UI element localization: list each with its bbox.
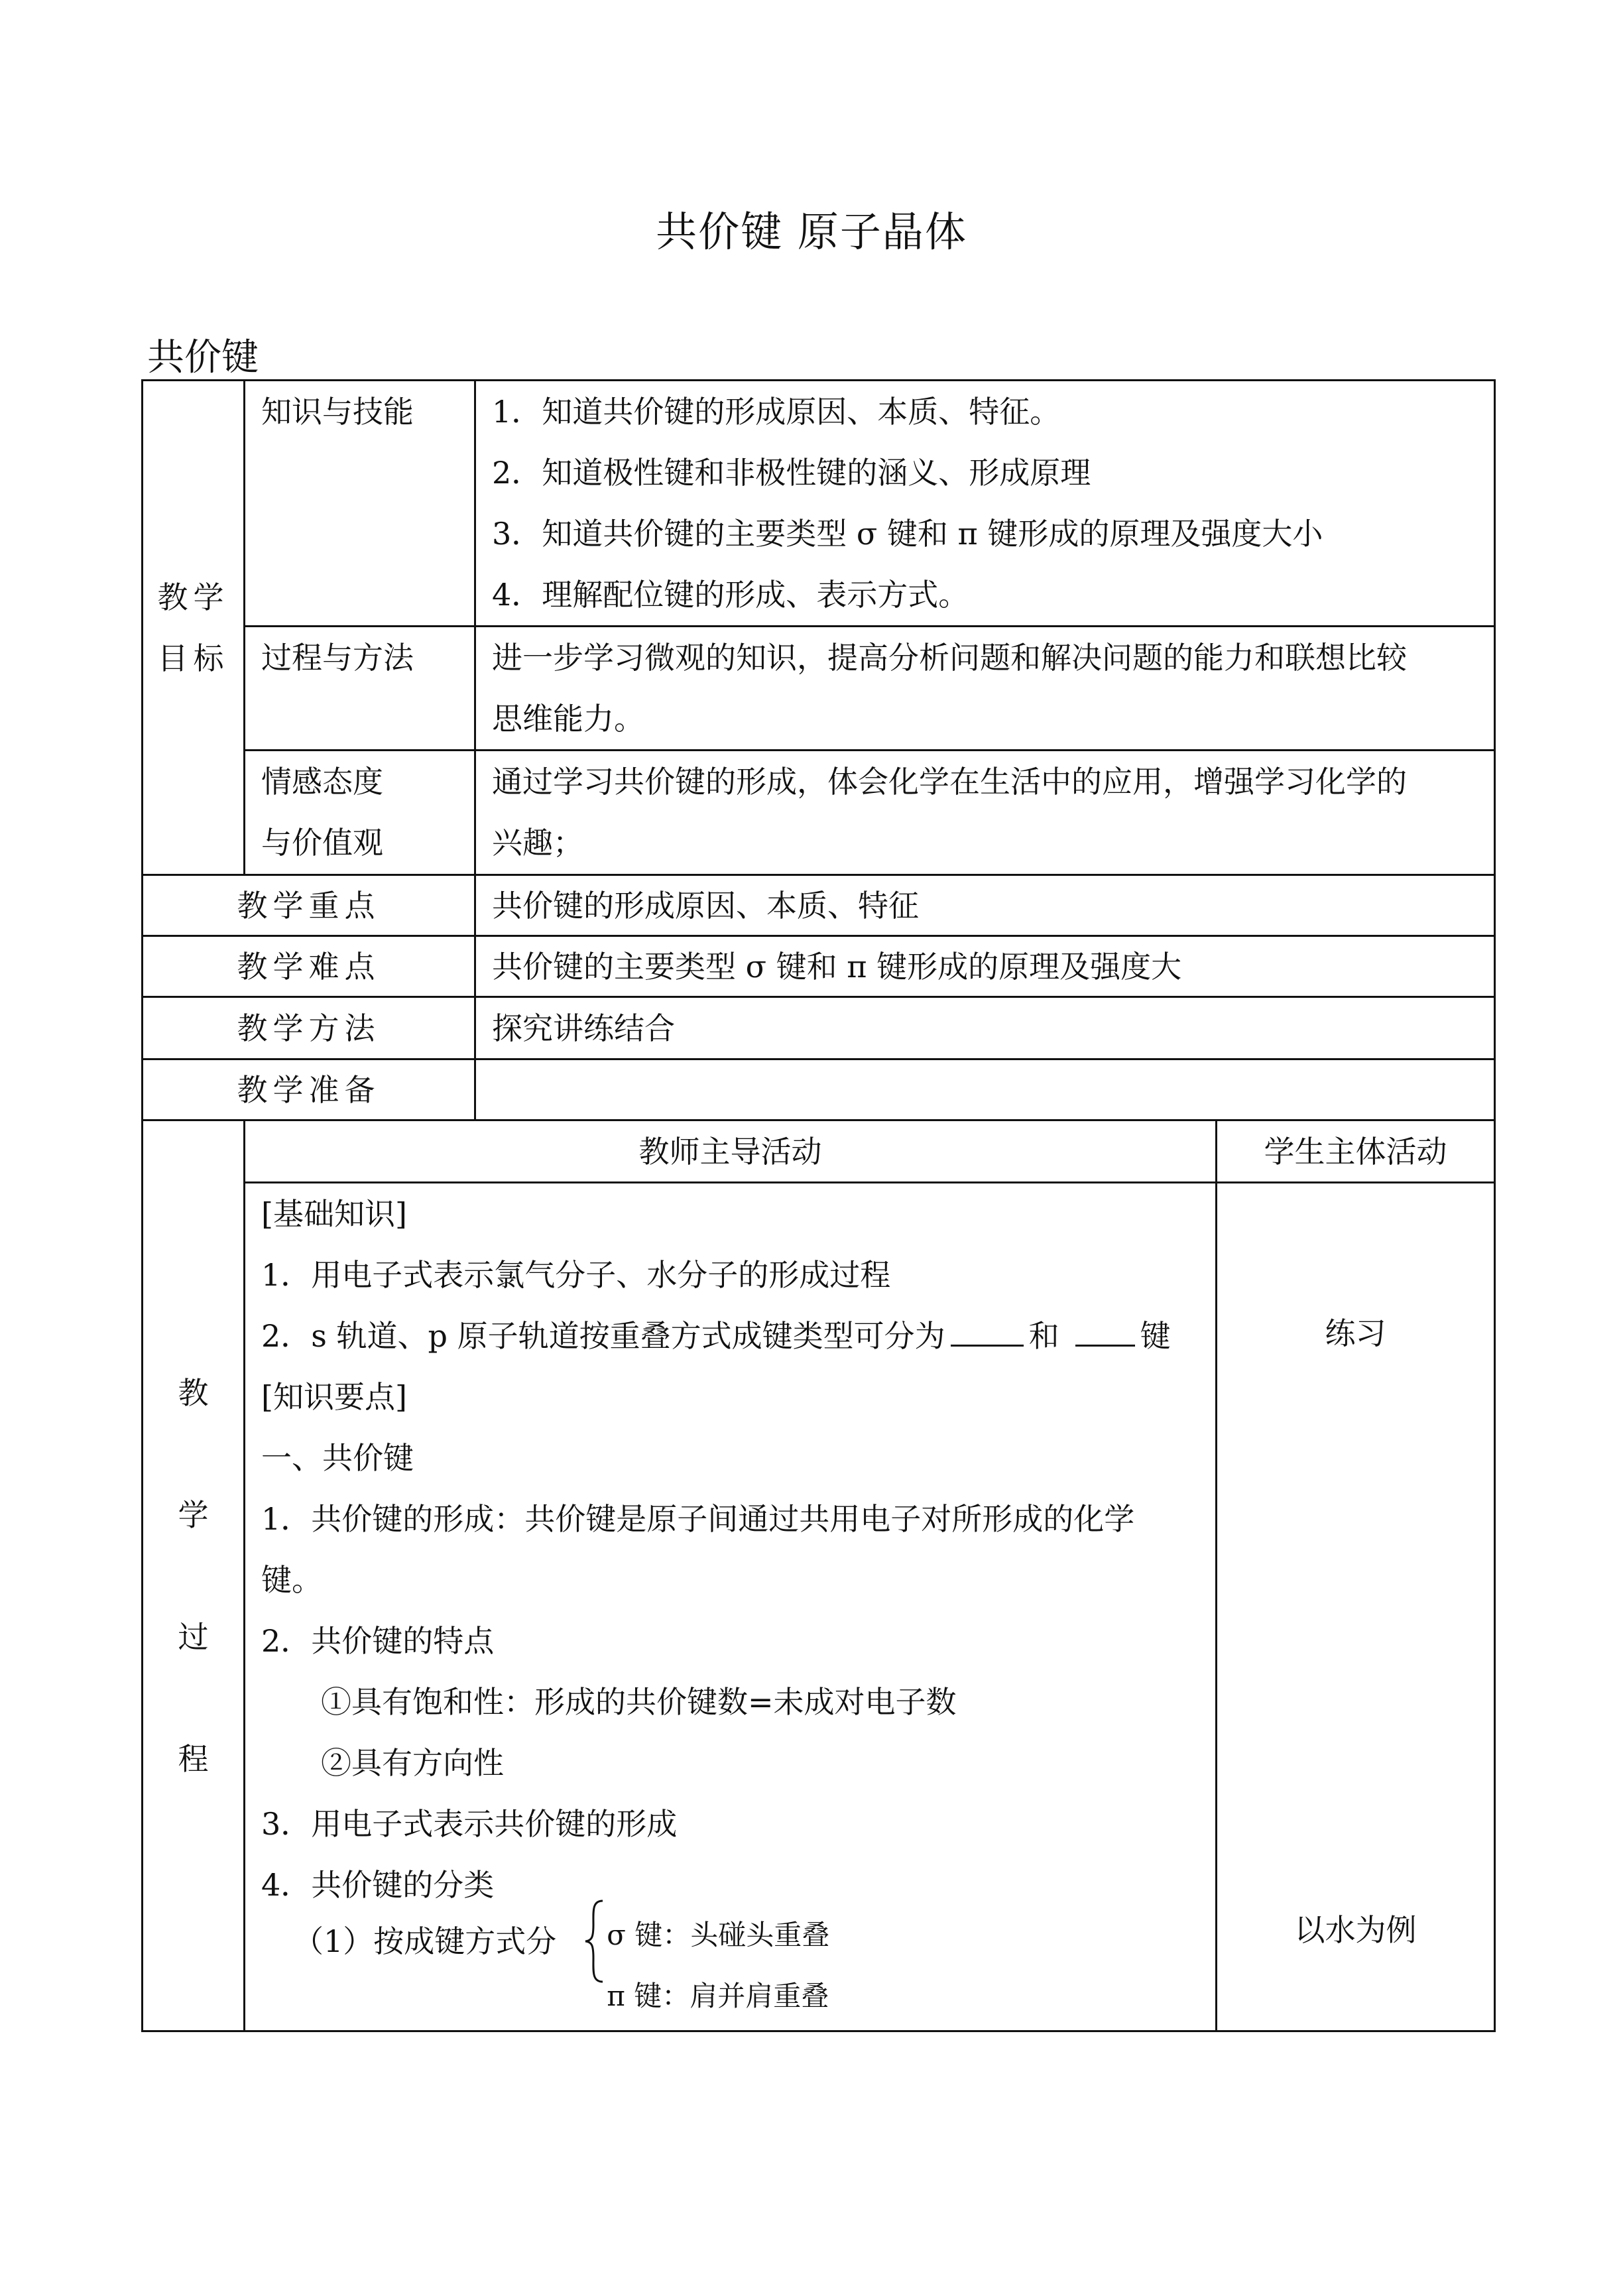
process-label-cell-vertical <box>143 1120 245 2031</box>
basic-item-2-mid: 和 <box>1028 1318 1059 1354</box>
knowledge-line: 3．知道共价键的主要类型 σ 键和 π 键形成的原理及强度大小 <box>492 516 1323 552</box>
page-title: 共价键 原子晶体 <box>656 208 967 256</box>
point-3: 3．用电子式表示共价键的形成 <box>261 1806 678 1842</box>
attitude-line: 通过学习共价键的形成，体会化学在生活中的应用，增强学习化学的 <box>492 764 1407 800</box>
difficulty-value: 共价键的主要类型 σ 键和 π 键形成的原理及强度大 <box>492 948 1182 985</box>
key-point-value-cell <box>475 875 1495 936</box>
difficulty-value-cell <box>475 936 1495 997</box>
preparation-value-cell <box>475 1059 1495 1120</box>
basic-item-2-suffix: 键 <box>1140 1318 1171 1354</box>
point-2-a: ①具有饱和性：形成的共价键数=未成对电子数 <box>321 1684 957 1720</box>
difficulty-label-cell <box>143 936 475 997</box>
process-line: 思维能力。 <box>492 701 644 737</box>
bond-classification <box>261 1898 1199 2012</box>
key-point-label-cell <box>143 875 475 936</box>
key-point-row <box>143 875 1495 936</box>
student-header-cell <box>1217 1120 1495 1183</box>
difficulty-row <box>143 936 1495 997</box>
method-label: 教学方法 <box>237 1010 381 1046</box>
preparation-label: 教学准备 <box>237 1071 381 1108</box>
point-2: 2．共价键的特点 <box>261 1623 495 1659</box>
teacher-header-cell <box>245 1120 1217 1183</box>
attitude-label-cell <box>245 751 475 875</box>
objectives-label-cell <box>143 381 245 875</box>
preparation-label-cell <box>143 1059 475 1120</box>
basic-item-2-prefix: 2．s 轨道、p 原子轨道按重叠方式成键类型可分为 <box>261 1318 945 1354</box>
basic-knowledge-heading: [基础知识] <box>261 1196 407 1232</box>
knowledge-content-cell <box>475 381 1495 627</box>
process-label: 过程与方法 <box>261 640 414 676</box>
lesson-plan-table <box>141 379 1496 2032</box>
left-brace-icon <box>583 1898 607 1984</box>
attitude-label-line-2: 与价值观 <box>261 825 383 861</box>
teacher-header: 教师主导活动 <box>638 1133 822 1170</box>
student-activity-cell <box>1217 1183 1495 2031</box>
preparation-row <box>143 1059 1495 1120</box>
fill-blank <box>951 1318 1024 1347</box>
method-value-cell <box>475 997 1495 1059</box>
key-points-heading: [知识要点] <box>261 1379 407 1415</box>
knowledge-label-cell <box>245 381 475 627</box>
objective-row-attitude <box>143 751 1495 875</box>
attitude-label-line-1: 情感态度 <box>261 764 383 800</box>
knowledge-line: 4．理解配位键的形成、表示方式。 <box>492 577 969 613</box>
point-4: 4．共价键的分类 <box>261 1867 495 1903</box>
process-label-char: 程 <box>178 1740 209 1777</box>
objectives-label-line-2: 目标 <box>157 640 229 676</box>
section-heading: 共价键 <box>147 336 259 379</box>
teacher-activity-cell <box>245 1183 1217 2031</box>
objective-row-knowledge <box>143 381 1495 627</box>
objectives-label-line-1: 教学 <box>157 579 229 615</box>
key-point-label: 教学重点 <box>237 887 381 924</box>
difficulty-label: 教学难点 <box>237 948 381 985</box>
process-label-char: 过 <box>178 1618 209 1655</box>
process-content-row <box>143 1183 1495 2031</box>
knowledge-label: 知识与技能 <box>261 394 414 430</box>
student-note-example: 以水为例 <box>1294 1912 1417 1948</box>
part-1-heading: 一、共价键 <box>261 1440 414 1476</box>
student-header: 学生主体活动 <box>1264 1133 1447 1170</box>
knowledge-line: 2．知道极性键和非极性键的涵义、形成原理 <box>492 455 1091 491</box>
process-header-row <box>143 1120 1495 1183</box>
basic-item-1: 1．用电子式表示氯气分子、水分子的形成过程 <box>261 1257 891 1293</box>
basic-item-2 <box>261 1305 1199 1366</box>
attitude-line: 兴趣； <box>492 825 583 861</box>
key-point-value: 共价键的形成原因、本质、特征 <box>492 887 919 924</box>
method-row <box>143 997 1495 1059</box>
fill-blank <box>1075 1318 1135 1347</box>
objective-row-process <box>143 627 1495 751</box>
classification-lead: （1）按成键方式分 <box>293 1923 557 1959</box>
pi-bond-item: π 键：肩并肩重叠 <box>607 1980 829 2012</box>
process-label-char: 教 <box>178 1374 209 1411</box>
point-1-line-1: 1．共价键的形成：共价键是原子间通过共用电子对所形成的化学 <box>261 1501 1135 1537</box>
sigma-bond-item: σ 键：头碰头重叠 <box>607 1919 830 1951</box>
method-label-cell <box>143 997 475 1059</box>
attitude-content-cell <box>475 751 1495 875</box>
knowledge-line: 1．知道共价键的形成原因、本质、特征。 <box>492 394 1061 430</box>
process-label-cell <box>245 627 475 751</box>
method-value: 探究讲练结合 <box>492 1010 675 1046</box>
process-content-cell <box>475 627 1495 751</box>
point-1-line-2: 键。 <box>261 1562 322 1598</box>
point-2-b: ②具有方向性 <box>321 1745 504 1781</box>
process-line: 进一步学习微观的知识，提高分析问题和解决问题的能力和联想比较 <box>492 640 1407 676</box>
process-label-char: 学 <box>178 1496 209 1533</box>
student-note-practice: 练习 <box>1325 1315 1386 1351</box>
